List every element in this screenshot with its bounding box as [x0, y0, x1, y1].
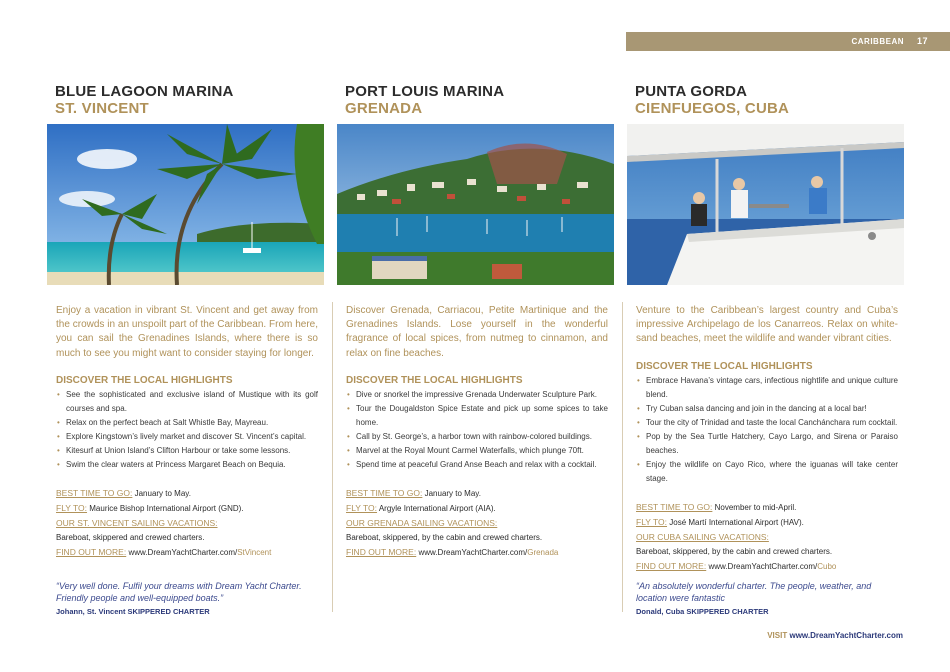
- destination-subtitle: GRENADA: [345, 100, 423, 117]
- best-time-value: January to May.: [132, 488, 191, 498]
- find-out-more-label: FIND OUT MORE:: [56, 546, 127, 557]
- fly-to-value: José Martí International Airport (HAV).: [667, 517, 804, 527]
- testimonial: [636, 580, 898, 618]
- find-out-more-suffix[interactable]: Grenada: [527, 547, 559, 557]
- sailing-vacations-value: Bareboat, skippered, by the cabin and crewed charters.: [346, 532, 543, 542]
- column-divider: [332, 302, 333, 612]
- testimonial-text: “Very well done. Fulfil your dreams with Dream Yacht Charter. Friendly people and well-equipped boats.”: [56, 581, 302, 603]
- highlight-item: • Try Cuban salsa dancing and join in the dancing at a local bar!: [636, 402, 898, 416]
- footer-url[interactable]: www.DreamYachtCharter.com: [789, 631, 903, 640]
- sailing-vacations-value: Bareboat, skippered, by the cabin and crewed charters.: [636, 546, 833, 556]
- highlights-list: [346, 388, 608, 472]
- fly-to-value: Argyle International Airport (AIA).: [377, 503, 496, 513]
- highlight-item: • Embrace Havana’s vintage cars, infectious nightlife and unique culture blend.: [636, 374, 898, 402]
- highlight-item: • Swim the clear waters at Princess Margaret Beach on Bequia.: [56, 458, 318, 472]
- travel-info: [346, 486, 608, 560]
- destination-subtitle: ST. VINCENT: [55, 100, 149, 117]
- testimonial-text: “An absolutely wonderful charter. The people, weather, and location were fantastic: [636, 581, 872, 603]
- find-out-more-suffix[interactable]: Cubo: [817, 561, 837, 571]
- testimonial-author: Donald, Cuba SKIPPERED CHARTER: [636, 607, 769, 616]
- testimonial: [56, 580, 318, 618]
- highlight-item: • Spend time at peaceful Grand Anse Beach and relax with a cocktail.: [346, 458, 608, 472]
- visit-label: VISIT: [767, 631, 788, 640]
- highlight-item: • Tour the Dougaldston Spice Estate and pick up some spices to take home.: [346, 402, 608, 430]
- best-time-value: January to May.: [422, 488, 481, 498]
- sailing-vacations-value: Bareboat, skippered and crewed charters.: [56, 532, 205, 542]
- destination-title: BLUE LAGOON MARINA: [55, 83, 234, 100]
- find-out-more-url[interactable]: www.DreamYachtCharter.com/: [416, 547, 528, 557]
- destination-text: [636, 304, 898, 574]
- sailing-vacations-label: OUR ST. VINCENT SAILING VACATIONS:: [56, 517, 218, 528]
- find-out-more-suffix[interactable]: StVincent: [237, 547, 272, 557]
- find-out-more-label: FIND OUT MORE:: [346, 546, 417, 557]
- fly-to-label: FLY TO:: [636, 516, 668, 527]
- highlight-item: • Explore Kingstown’s lively market and discover St. Vincent’s capital.: [56, 430, 318, 444]
- highlight-item: • Kitesurf at Union Island’s Clifton Harbour or take some lessons.: [56, 444, 318, 458]
- find-out-more-url[interactable]: www.DreamYachtCharter.com/: [126, 547, 238, 557]
- intro-paragraph: Enjoy a vacation in vibrant St. Vincent and get away from the crowds in an unspoilt part of the Caribbean. From here, you can sail the Grenadines Islands, where there is so much to see you might want to consider staying for longer.: [56, 305, 318, 359]
- destination-column-cuba: [627, 0, 907, 672]
- travel-info: [636, 500, 898, 574]
- fly-to-label: FLY TO:: [346, 502, 378, 513]
- highlight-item: • Relax on the perfect beach at Salt Whistle Bay, Mayreau.: [56, 416, 318, 430]
- find-out-more-label: FIND OUT MORE:: [636, 560, 707, 571]
- highlight-item: • Enjoy the wildlife on Cayo Rico, where the iguanas will take center stage.: [636, 458, 898, 486]
- best-time-label: BEST TIME TO GO:: [56, 487, 133, 498]
- beach-palm-photo: [47, 124, 324, 285]
- destination-title: PORT LOUIS MARINA: [345, 83, 505, 100]
- highlights-list: [636, 374, 898, 486]
- sailing-vacations-label: OUR CUBA SAILING VACATIONS:: [636, 531, 769, 542]
- testimonial-author: Johann, St. Vincent SKIPPERED CHARTER: [56, 607, 210, 616]
- destination-column-grenada: [337, 0, 617, 672]
- section-label: CARIBBEAN: [851, 37, 904, 46]
- fly-to-value: Maurice Bishop International Airport (GND).: [87, 503, 244, 513]
- highlight-item: • Pop by the Sea Turtle Hatchery, Cayo Largo, and Sirena or Paraiso beaches.: [636, 430, 898, 458]
- destination-subtitle: CIENFUEGOS, CUBA: [635, 100, 790, 117]
- highlights-heading: DISCOVER THE LOCAL HIGHLIGHTS: [346, 374, 523, 386]
- best-time-value: November to mid-April.: [712, 502, 797, 512]
- destination-title: PUNTA GORDA: [635, 83, 748, 100]
- highlights-heading: DISCOVER THE LOCAL HIGHLIGHTS: [636, 360, 813, 372]
- destination-text: [56, 304, 318, 560]
- best-time-label: BEST TIME TO GO:: [346, 487, 423, 498]
- page-number: 17: [916, 36, 928, 46]
- intro-paragraph: Discover Grenada, Carriacou, Petite Martinique and the Grenadines Islands. Lose yourself in the wonderful fragrance of local spices, from nutmeg to cinnamon, and relax on fine beaches.: [346, 305, 608, 359]
- harbor-town-photo: [337, 124, 614, 285]
- highlights-list: [56, 388, 318, 472]
- highlights-heading: DISCOVER THE LOCAL HIGHLIGHTS: [56, 374, 233, 386]
- highlight-item: • See the sophisticated and exclusive island of Mustique with its golf courses and spa.: [56, 388, 318, 416]
- footer-visit-link[interactable]: [767, 631, 903, 640]
- travel-info: [56, 486, 318, 560]
- highlight-item: • Marvel at the Royal Mount Carmel Waterfalls, which plunge 70ft.: [346, 444, 608, 458]
- catamaran-deck-photo: [627, 124, 904, 285]
- destination-column-st-vincent: [47, 0, 327, 672]
- intro-paragraph: Venture to the Caribbean’s largest country and Cuba’s impressive Archipelago de los Canarreos. Relax on white-sand beaches, meet the wildlife and wander vibrant cities.: [636, 305, 898, 345]
- destination-text: [346, 304, 608, 560]
- highlight-item: • Dive or snorkel the impressive Grenada Underwater Sculpture Park.: [346, 388, 608, 402]
- column-divider: [622, 302, 623, 612]
- highlight-item: • Call by St. George’s, a harbor town with rainbow-colored buildings.: [346, 430, 608, 444]
- highlight-item: • Tour the city of Trinidad and taste the local Canchánchara rum cocktail.: [636, 416, 898, 430]
- best-time-label: BEST TIME TO GO:: [636, 501, 713, 512]
- find-out-more-url[interactable]: www.DreamYachtCharter.com/: [706, 561, 818, 571]
- sailing-vacations-label: OUR GRENADA SAILING VACATIONS:: [346, 517, 498, 528]
- fly-to-label: FLY TO:: [56, 502, 88, 513]
